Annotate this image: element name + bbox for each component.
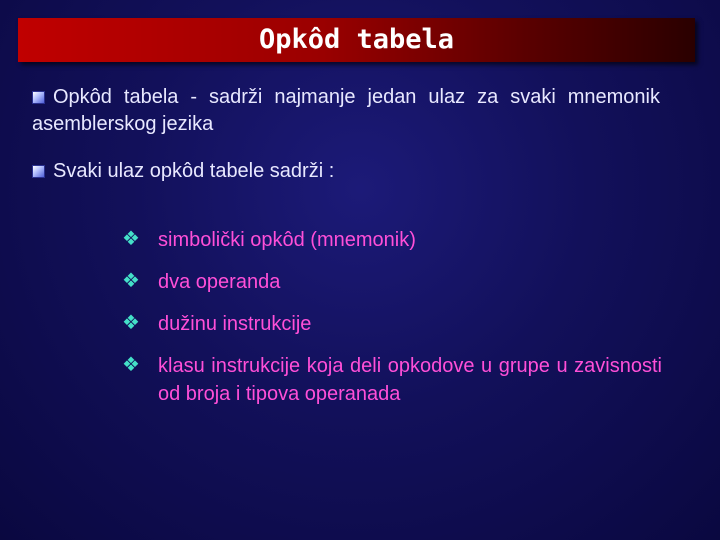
list-item — [122, 226, 662, 254]
slide-title: Opkôd tabela — [258, 24, 455, 55]
list-item-text: simbolički opkôd (mnemonik) — [158, 229, 416, 251]
list-item-text: klasu instrukcije koja deli opkodove u grupe u zavisnosti od broja i tipova operanada — [158, 355, 662, 405]
diamond-bullet-icon: ❖ — [122, 312, 140, 334]
diamond-bullet-icon: ❖ — [122, 228, 140, 250]
list-item — [122, 352, 662, 408]
title-bar — [18, 18, 695, 62]
diamond-bullet-icon: ❖ — [122, 354, 140, 376]
paragraph-1 — [32, 84, 660, 138]
sub-list — [122, 226, 662, 422]
paragraph-2 — [32, 158, 660, 185]
list-item — [122, 268, 662, 296]
list-item-text: dužinu instrukcije — [158, 313, 312, 335]
paragraph-2-text: Svaki ulaz opkôd tabele sadrži : — [53, 160, 335, 182]
list-item-text: dva operanda — [158, 271, 281, 293]
square-bullet-icon — [32, 91, 45, 104]
square-bullet-icon — [32, 165, 45, 178]
list-item — [122, 310, 662, 338]
diamond-bullet-icon: ❖ — [122, 270, 140, 292]
paragraph-1-text: Opkôd tabela - sadrži najmanje jedan ulaz za svaki mnemonik asemblerskog jezika — [32, 86, 660, 135]
